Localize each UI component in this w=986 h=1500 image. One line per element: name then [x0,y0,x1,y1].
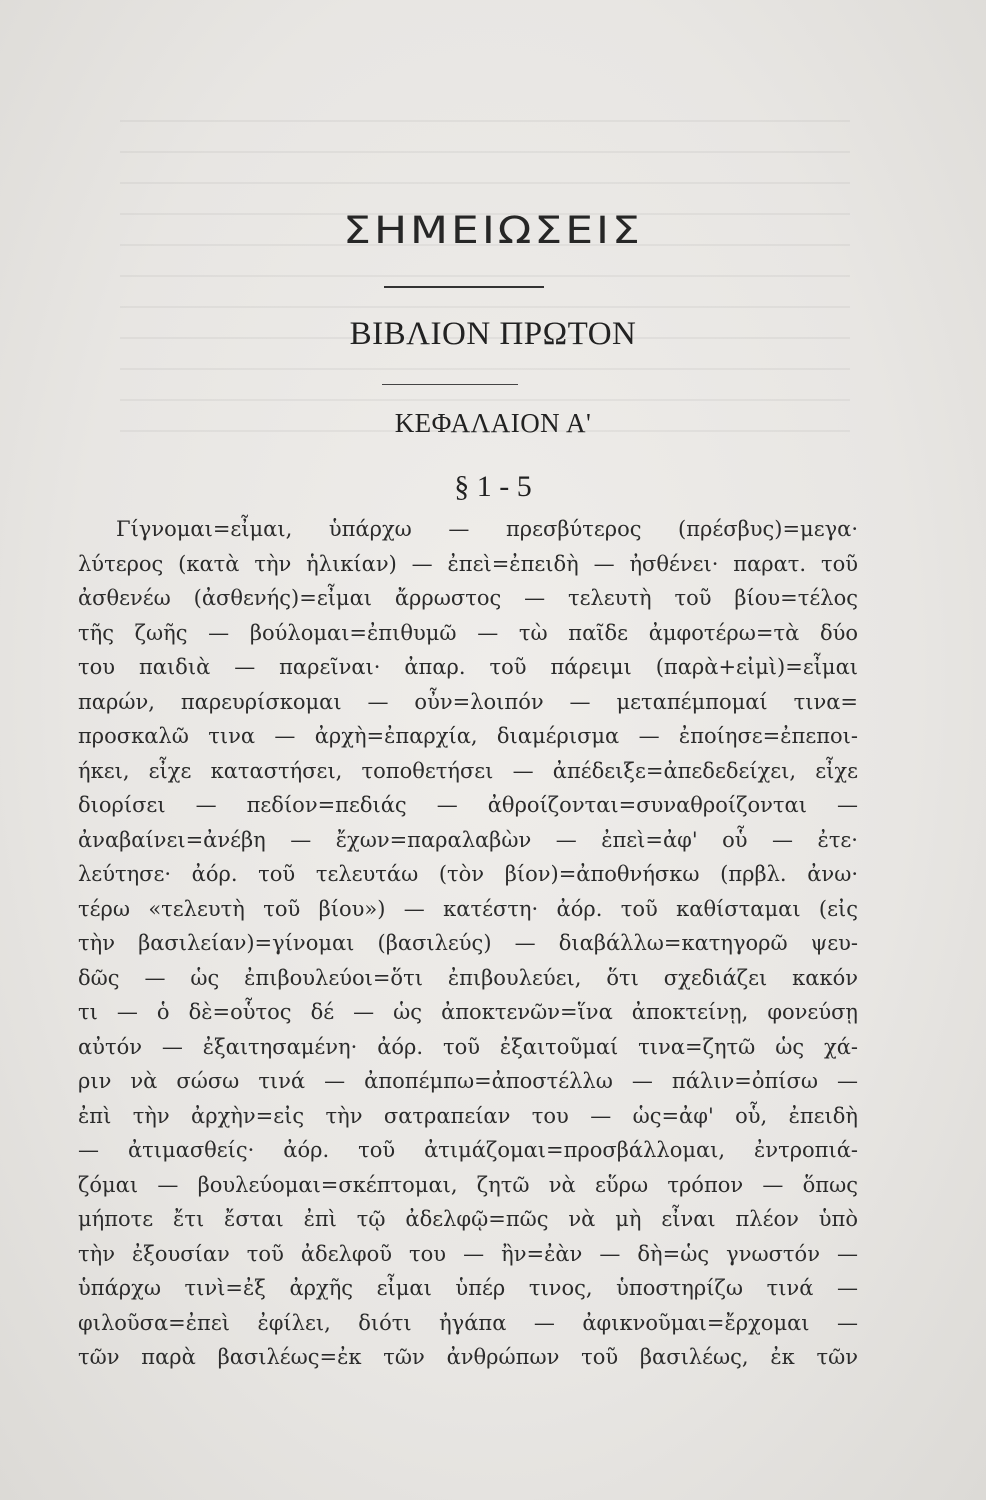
book-heading: ΒΙΒΛΙΟΝ ΠΡΩΤΟΝ [349,316,637,352]
chapter-heading: ΚΕΦΑΛΑΙΟΝ Α' [394,408,592,438]
text-line: ἐπὶ τὴν ἀρχὴν=εἰς τὴν σατραπείαν του — ὡς=ἀφ' οὗ, ἐπειδὴ [78,1103,858,1128]
title-rule [384,286,544,288]
text-line: διορίσει — πεδίον=πεδιάς — ἀθροίζονται=συναθροίζονται — [78,793,858,817]
text-line: αὐτόν — ἐξαιτησαμένη· ἀόρ. τοῦ ἐξαιτοῦμαί τινα=ζητῶ ὡς χά- [78,1034,858,1059]
notes-body [78,512,858,1375]
text-line: ἀναβαίνει=ἀνέβη — ἔχων=παραλαβὼν — ἐπεὶ=ἀφ' οὗ — ἐτε· [78,827,858,852]
text-line: ζόμαι — βουλεύομαι=σκέπτομαι, ζητῶ νὰ εὕρω τρόπον — ὅπως [78,1172,858,1197]
text-line: μήποτε ἔτι ἔσται ἐπὶ τῷ ἀδελφῷ=πῶς νὰ μὴ εἶναι πλέον ὑπὸ [78,1207,858,1231]
text-line: λύτερος (κατὰ τὴν ἡλικίαν) — ἐπεὶ=ἐπειδὴ — ἠσθένει· παρατ. τοῦ [78,551,858,576]
text-line: ριν νὰ σώσω τινά — ἀποπέμπω=ἀποστέλλω — πάλιν=ὀπίσω — [78,1069,858,1093]
text-line: φιλοῦσα=ἐπεὶ ἐφίλει, διότι ἠγάπα — ἀφικνοῦμαι=ἔρχομαι — [78,1310,858,1335]
text-line: δῶς — ὡς ἐπιβουλεύοι=ὅτι ἐπιβουλεύει, ὅτι σχεδιάζει κακόν [78,965,858,990]
text-line: τέρω «τελευτὴ τοῦ βίου») — κατέστη· ἀόρ. τοῦ καθίσταμαι (εἰς [78,896,858,921]
text-line: του παιδιὰ — παρεῖναι· ἀπαρ. τοῦ πάρειμι (παρὰ+εἰμὶ)=εἶμαι [78,655,858,679]
text-line: προσκαλῶ τινα — ἀρχὴ=ἐπαρχία, διαμέρισμα — ἐποίησε=ἐπεποι- [78,724,858,748]
text-line: τὴν ἐξουσίαν τοῦ ἀδελφοῦ του — ἢν=ἐὰν — δὴ=ὡς γνωστόν — [78,1241,858,1266]
text-line: τῆς ζωῆς — βούλομαι=ἐπιθυμῶ — τὼ παῖδε ἀμφοτέρω=τὰ δύο [78,620,858,645]
text-line: τὴν βασιλείαν)=γίνομαι (βασιλεύς) — διαβάλλω=κατηγορῶ ψευ- [78,931,858,955]
text-line: ήκει, εἶχε καταστήσει, τοποθετήσει — ἀπέδειξε=ἀπεδεδείχει, εἶχε [78,758,858,783]
text-line: ὑπάρχω τινὶ=ἐξ ἀρχῆς εἶμαι ὑπέρ τινος, ὑποστηρίζω τινά — [78,1276,858,1300]
text-line: τι — ὁ δὲ=οὗτος δέ — ὡς ἀποκτενῶν=ἵνα ἀποκτείνῃ, φονεύσῃ [78,1000,858,1024]
section-heading: § 1 - 5 [454,470,532,503]
text-line: τῶν παρὰ βασιλέως=ἐκ τῶν ἀνθρώπων τοῦ βασιλέως, ἐκ τῶν [78,1345,858,1369]
book-rule [382,384,518,385]
page-title: ΣΗΜΕΙΩΣΕΙΣ [343,208,643,253]
text-line: παρών, παρευρίσκομαι — οὖν=λοιπόν — μεταπέμπομαί τινα= [78,689,858,714]
text-line: — ἀτιμασθείς· ἀόρ. τοῦ ἀτιμάζομαι=προσβάλλομαι, ἐντροπιά- [78,1138,858,1162]
text-line: ἀσθενέω (ἀσθενής)=εἶμαι ἄρρωστος — τελευτὴ τοῦ βίου=τέλος [78,586,858,610]
text-line: Γίγνομαι=εἶμαι, ὑπάρχω — πρεσβύτερος (πρέσβυς)=μεγα· [116,517,858,541]
text-line: λεύτησε· ἀόρ. τοῦ τελευτάω (τὸν βίον)=ἀποθνήσκω (πρβλ. ἀνω· [78,862,858,886]
